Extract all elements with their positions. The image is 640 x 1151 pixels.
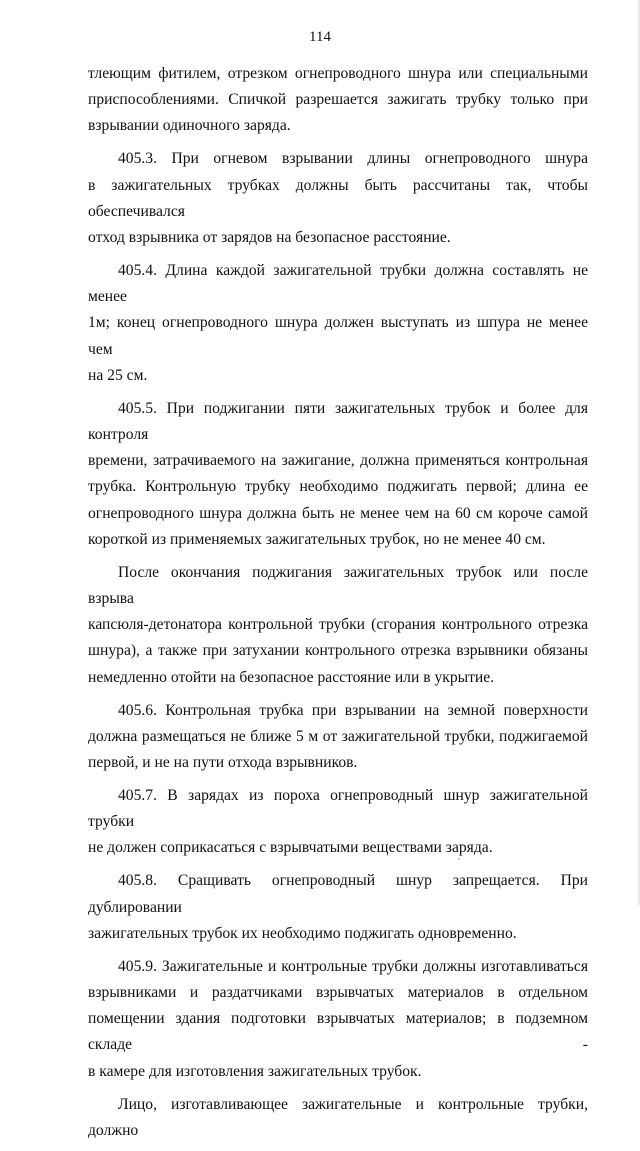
page-number: 114 xyxy=(309,29,331,45)
text-line: 405.8. Сращивать огнепроводный шнур запрещается. При дублировании xyxy=(88,872,588,916)
text-line: шнура), а также при затухании контрольного отрезка взрывники обязаны xyxy=(88,642,588,660)
text-line: первой, и не на пути отхода взрывников. xyxy=(88,754,358,772)
text-line: взрывниками и раздатчиками взрывчатых материалов в отдельном xyxy=(88,984,588,1002)
paragraph-405-4 xyxy=(88,258,588,389)
text-line: трубка. Контрольную трубку необходимо поджигать первой; длина ее xyxy=(88,478,588,496)
paragraph-405-9 xyxy=(88,954,588,1085)
text-line: немедленно отойти на безопасное расстояние или в укрытие. xyxy=(88,668,495,686)
paragraph xyxy=(88,61,588,140)
paragraph-person xyxy=(88,1092,588,1144)
paragraph-405-3 xyxy=(88,146,588,251)
scan-artifact-dot xyxy=(458,858,460,860)
document-body xyxy=(88,61,588,1151)
text-line: не должен соприкасаться с взрывчатыми веществами заряда. xyxy=(88,839,493,857)
text-line: взрывании одиночного заряда. xyxy=(88,117,291,135)
text-line: должна размещаться не ближе 5 м от зажигательной трубки, поджигаемой xyxy=(88,727,588,745)
text-line: 1м; конец огнепроводного шнура должен выступать из шпура не менее чем xyxy=(88,314,588,358)
text-line: отход взрывника от зарядов на безопасное расстояние. xyxy=(88,229,451,247)
text-line: Лицо, изготавливающее зажигательные и контрольные трубки, должно xyxy=(88,1095,588,1139)
paragraph-405-8 xyxy=(88,868,588,947)
text-line: в камере для изготовления зажигательных трубок. xyxy=(88,1062,422,1080)
text-line: огнепроводного шнура должна быть не менее чем на 60 см короче самой xyxy=(88,504,588,522)
text-line: 405.9. Зажигательные и контрольные трубки должны изготавливаться xyxy=(118,957,588,975)
text-line: После окончания поджигания зажигательных трубок или после взрыва xyxy=(88,563,588,608)
text-line: тлеющим фитилем, отрезком огнепроводного шнура или специальными xyxy=(88,65,588,82)
text-line: 405.4. Длина каждой зажигательной трубки должна составлять не менее xyxy=(88,262,588,306)
text-line: времени, затрачиваемого на зажигание, должна применяться контрольная xyxy=(88,452,588,470)
text-line: капсюля-детонатора контрольной трубки (сгорания контрольного отрезка xyxy=(88,616,588,634)
text-line: 405.7. В зарядах из пороха огнепроводный шнур зажигательной трубки xyxy=(88,787,588,831)
text-line: в зажигательных трубках должны быть рассчитаны так, чтобы обеспечивался xyxy=(88,176,588,220)
text-line: 405.3. При огневом взрывании длины огнепроводного шнура xyxy=(118,150,588,168)
text-line: приспособлениями. Спичкой разрешается зажигать трубку только при xyxy=(88,91,588,109)
paragraph-405-7 xyxy=(88,783,588,862)
text-line: 405.6. Контрольная трубка при взрывании на земной поверхности xyxy=(118,701,588,719)
text-line: зажигательных трубок их необходимо поджигать одновременно. xyxy=(88,924,517,942)
text-line: помещении здания подготовки взрывчатых материалов; в подземном складе - xyxy=(88,1010,588,1054)
text-line: 405.5. При поджигании пяти зажигательных трубок и более для контроля xyxy=(88,399,588,444)
paragraph-after-ignition xyxy=(88,560,588,691)
text-line: на 25 см. xyxy=(88,366,148,384)
text-line: короткой из применяемых зажигательных трубок, но не менее 40 см. xyxy=(88,530,546,548)
paragraph-405-6 xyxy=(88,698,588,777)
paragraph-405-5 xyxy=(88,396,588,553)
